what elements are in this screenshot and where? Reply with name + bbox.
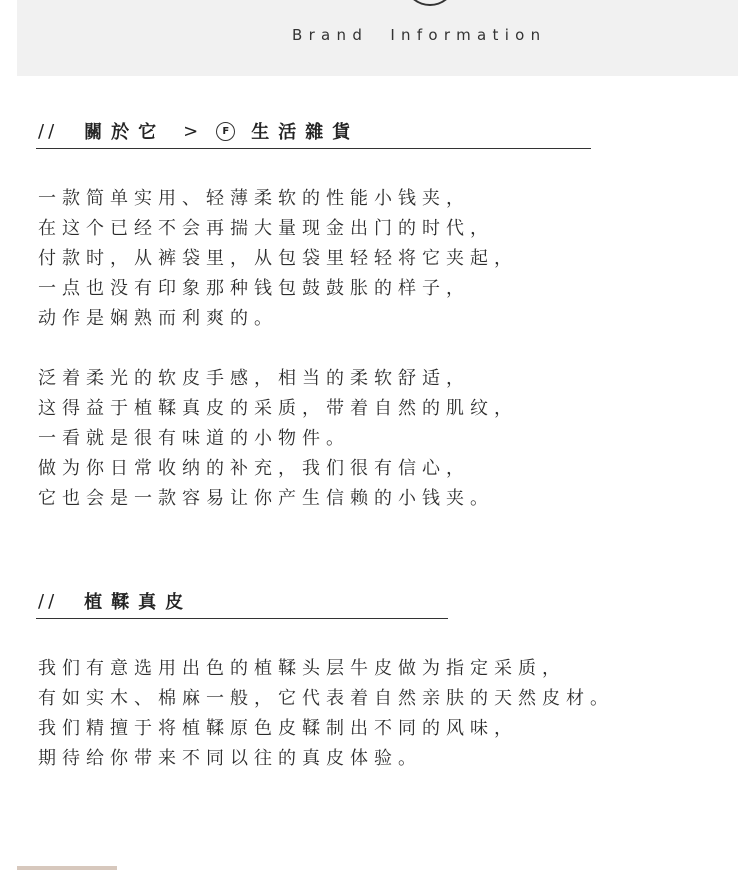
brand-information-title: Brand Information [292,26,547,44]
heading-slashes: // [38,120,59,142]
paragraph-line: 一点也没有印象那种钱包鼓鼓胀的样子， [38,278,470,299]
paragraph-line: 动作是娴熟而利爽的。 [38,308,278,329]
paragraph-line: 有如实木、棉麻一般，它代表着自然亲肤的天然皮材。 [38,688,614,709]
heading-title-leather: 植鞣真皮 [84,592,193,613]
footer-accent-bar [17,866,117,870]
paragraph-line: 一款简单实用、轻薄柔软的性能小钱夹， [38,188,470,209]
paragraph-line: 我们有意选用出色的植鞣头层牛皮做为指定采质， [38,658,566,679]
paragraph-line: 付款时，从裤袋里，从包袋里轻轻将它夹起， [38,248,518,269]
paragraph-line: 做为你日常收纳的补充，我们很有信心， [38,458,470,479]
brand-banner [17,0,738,76]
heading-title-about: 關於它 [84,122,166,143]
brand-logo-circle-icon [407,0,453,6]
section-heading-leather [38,588,192,614]
paragraph-line: 一看就是很有味道的小物件。 [38,428,350,449]
paragraph-line: 这得益于植鞣真皮的采质，带着自然的肌纹， [38,398,518,419]
paragraph-intro [38,184,518,334]
heading-category: 生活雜貨 [251,122,360,143]
heading-divider [36,618,448,619]
heading-slashes: // [38,590,59,612]
paragraph-texture [38,364,518,514]
heading-divider [36,148,591,149]
section-heading-about [38,118,359,144]
paragraph-line: 它也会是一款容易让你产生信赖的小钱夹。 [38,488,494,509]
breadcrumb-arrow-icon: > [183,120,199,142]
paragraph-line: 我们精擅于将植鞣原色皮鞣制出不同的风味， [38,718,518,739]
paragraph-line: 期待给你带来不同以往的真皮体验。 [38,748,422,769]
paragraph-line: 泛着柔光的软皮手感，相当的柔软舒适， [38,368,470,389]
paragraph-leather [38,654,614,774]
category-f-badge-icon: F [216,122,235,141]
paragraph-line: 在这个已经不会再揣大量现金出门的时代， [38,218,494,239]
